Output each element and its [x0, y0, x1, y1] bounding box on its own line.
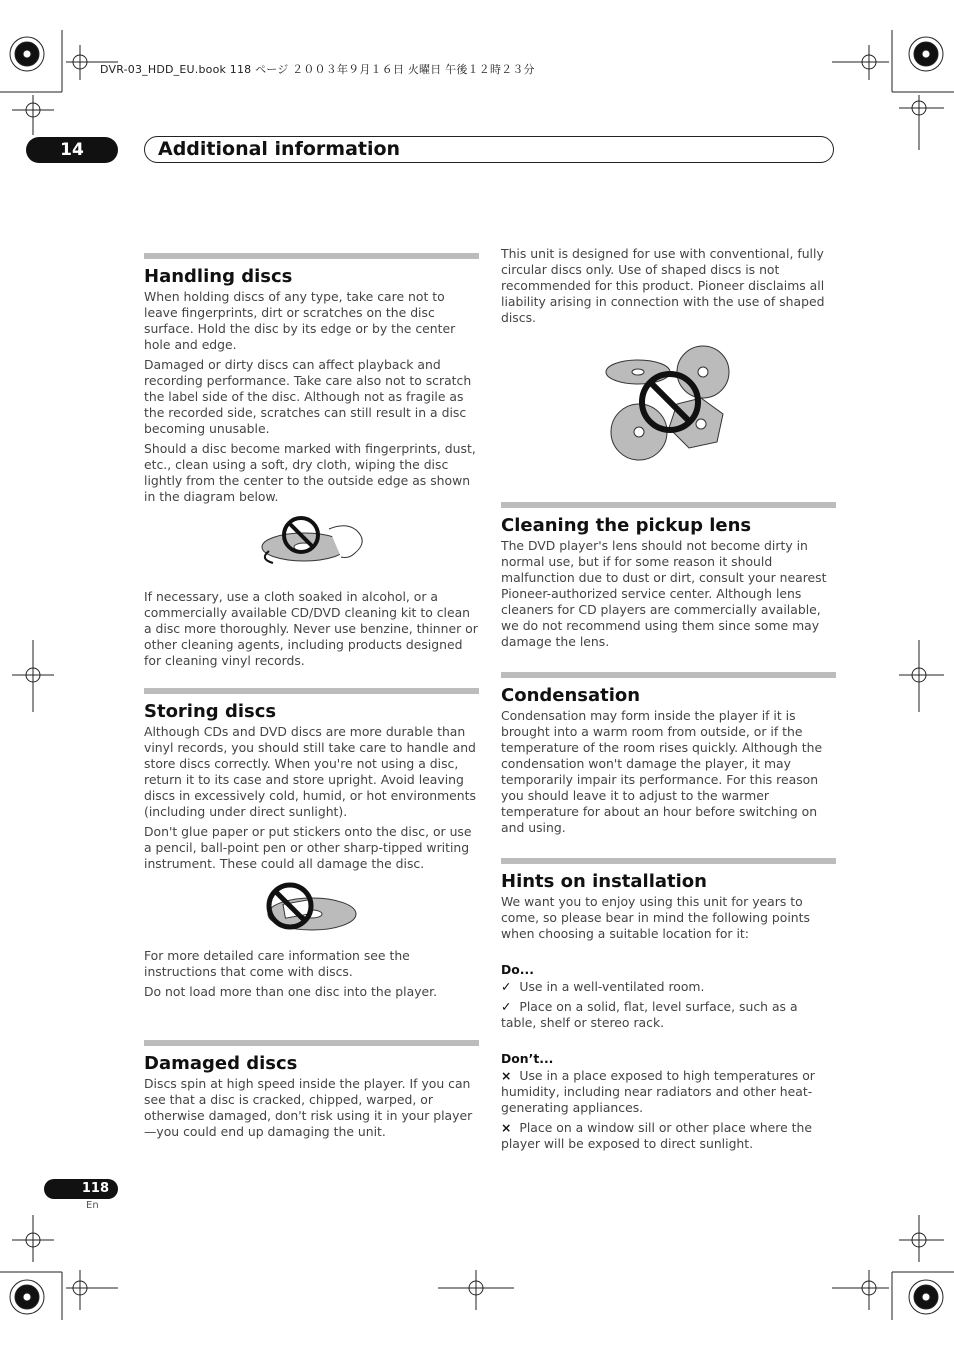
paragraph: Condensation may form inside the player if it is brought into a warm room from outside, or if the temperature of the room rises quickly. Although the condensation won't damage the player, it may temporarily impair its performance. For this reason you should leave it to adjust to the warmer temperature for about an hour before switching on and using. — [501, 708, 823, 835]
section-heading: Condensation — [501, 685, 641, 706]
checkmark-icon: ✓ — [501, 999, 512, 1014]
shaped-discs-prohibited-illustration — [501, 336, 836, 466]
list-item-text: Use in a well-ventilated room. — [519, 979, 705, 994]
paragraph: Do not load more than one disc into the player. — [144, 984, 438, 999]
registration-star-icon — [909, 37, 943, 71]
section-divider — [144, 688, 479, 694]
page-number-badge: 118 — [44, 1179, 118, 1199]
section-damaged-discs — [144, 1040, 479, 1144]
disc-sticker-prohibited-illustration — [144, 878, 479, 942]
list-item — [501, 1120, 836, 1152]
section-divider — [501, 502, 836, 508]
section-heading: Storing discs — [144, 701, 277, 722]
registration-star-icon — [10, 37, 44, 71]
paragraph: Although CDs and DVD discs are more durable than vinyl records, you should still take care to handle and store discs correctly. When you're not using a disc, return it to its case and store upright. Avoid leaving discs in excessively cold, humid, or hot environments (including under direct sunlight). — [144, 724, 476, 819]
section-heading: Damaged discs — [144, 1053, 298, 1074]
section-shaped-discs — [501, 246, 836, 466]
paragraph: Don't glue paper or put stickers onto the disc, or use a pencil, ball-point pen or other sharp-tipped writing instrument. These could all damage the disc. — [144, 824, 472, 871]
list-item — [501, 999, 836, 1031]
do-label: Do... — [501, 962, 534, 977]
file-info-line: DVR-03_HDD_EU.book 118 ページ ２００３年９月１６日 火曜日 午後１２時２３分 — [100, 63, 535, 76]
list-item-text: Use in a place exposed to high temperatures or humidity, including near radiators and other heat-generating appliances. — [501, 1068, 815, 1115]
section-divider — [501, 672, 836, 678]
disc-wiping-illustration — [144, 511, 479, 583]
section-condensation — [501, 672, 836, 840]
list-item-text: Place on a window sill or other place where the player will be exposed to direct sunlight. — [501, 1120, 813, 1151]
section-heading: Hints on installation — [501, 871, 707, 892]
registration-star-icon — [10, 1280, 44, 1314]
chapter-number-badge: 14 — [26, 137, 118, 163]
paragraph: The DVD player's lens should not become dirty in normal use, but if for some reason it should malfunction due to dust or dirt, consult your nearest Pioneer-authorized service center. Although lens cleaners for CD players are commercially available, we do not recommend using them since some may damage the lens. — [501, 538, 827, 649]
list-item — [501, 1068, 836, 1116]
paragraph: We want you to enjoy using this unit for years to come, so please bear in mind the following points when choosing a suitable location for it: — [501, 894, 810, 941]
chapter-title: Additional information — [158, 138, 401, 160]
checkmark-icon: ✓ — [501, 979, 512, 994]
paragraph: This unit is designed for use with conventional, fully circular discs only. Use of shaped discs is not recommended for this product. Pioneer disclaims all liability arising in connection with the use of shaped discs. — [501, 246, 825, 325]
section-divider — [501, 858, 836, 864]
section-handling-discs — [144, 253, 479, 673]
cross-icon: × — [501, 1068, 512, 1083]
section-cleaning-lens — [501, 502, 836, 654]
section-heading: Cleaning the pickup lens — [501, 515, 752, 536]
section-divider — [144, 253, 479, 259]
cross-icon: × — [501, 1120, 512, 1135]
section-divider — [144, 1040, 479, 1046]
section-hints-installation — [501, 858, 836, 1156]
page-language: En — [86, 1200, 99, 1211]
paragraph: Discs spin at high speed inside the player. If you can see that a disc is cracked, chipped, warped, or otherwise damaged, don't risk using it in your player—you could end up damaging the unit. — [144, 1076, 473, 1139]
paragraph: When holding discs of any type, take care not to leave fingerprints, dirt or scratches on the disc surface. Hold the disc by its edge or by the center hole and edge. — [144, 289, 456, 352]
paragraph: For more detailed care information see the instructions that come with discs. — [144, 948, 410, 979]
section-heading: Handling discs — [144, 266, 293, 287]
list-item — [501, 979, 836, 995]
paragraph: Should a disc become marked with fingerprints, dust, etc., clean using a soft, dry cloth, wiping the disc lightly from the center to the outside edge as shown in the diagram below. — [144, 441, 476, 504]
paragraph: If necessary, use a cloth soaked in alcohol, or a commercially available CD/DVD cleaning kit to clean a disc more thoroughly. Never use benzine, thinner or other cleaning agents, including products designed for cleaning vinyl records. — [144, 589, 478, 668]
dont-label: Don’t... — [501, 1051, 554, 1066]
paragraph: Damaged or dirty discs can affect playback and recording performance. Take care also not to scratch the label side of the disc. Although not as fragile as the recorded side, scratches can still result in a disc becoming unusable. — [144, 357, 472, 436]
registration-star-icon — [909, 1280, 943, 1314]
list-item-text: Place on a solid, flat, level surface, such as a table, shelf or stereo rack. — [501, 999, 798, 1030]
section-storing-discs — [144, 688, 479, 1004]
